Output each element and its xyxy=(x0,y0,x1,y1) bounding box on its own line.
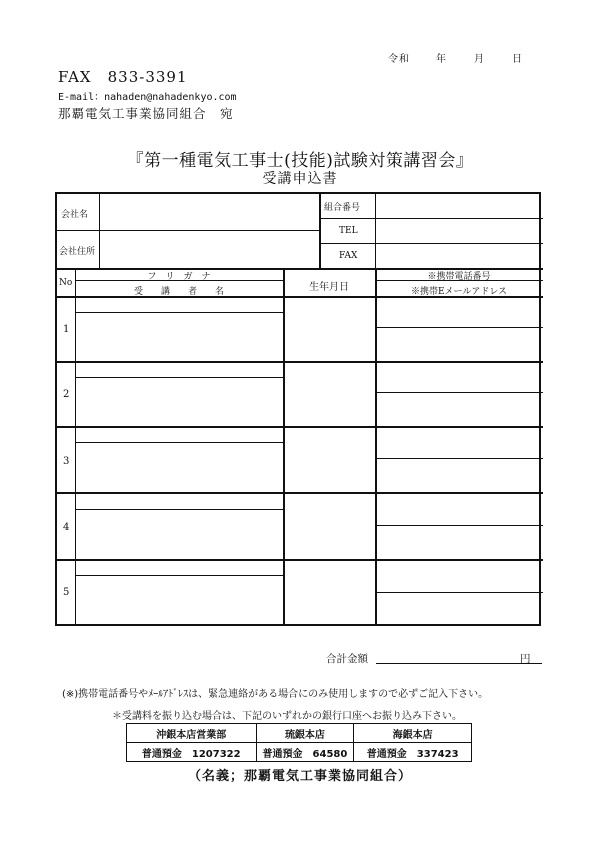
birthdate-field-4[interactable] xyxy=(285,494,373,558)
mobile-email-field-3[interactable] xyxy=(377,460,541,491)
furigana-label: フ リ ガ ナ xyxy=(147,272,211,282)
mobile-phone-field-5[interactable] xyxy=(377,561,541,591)
divider xyxy=(319,194,321,268)
bank-accounts-table xyxy=(126,723,472,762)
fax-field[interactable] xyxy=(377,245,541,267)
attendee-name-field-4[interactable] xyxy=(77,511,281,558)
mobile-email-field-2[interactable] xyxy=(377,394,541,425)
divider xyxy=(375,392,543,393)
company-address-label: 会社住所 xyxy=(59,247,96,257)
payment-note: ＊受講料を振り込む場合は、下記のいずれかの銀行口座へお振り込み下さい。 xyxy=(112,711,462,722)
fax-number: FAX 833-3391 xyxy=(58,68,188,86)
attendee-name-field-1[interactable] xyxy=(77,314,281,360)
divider xyxy=(375,525,543,526)
page-title: 『第一種電気工事士(技能)試験対策講習会』 xyxy=(126,151,474,171)
mobile-email-field-1[interactable] xyxy=(377,329,541,360)
contact-note: (※)携帯電話番号やﾒｰﾙｱﾄﾞﾚｽは、緊急連絡がある場合にのみ使用しますので必ずご記入下さい。 xyxy=(62,689,489,700)
bank-account-row xyxy=(127,743,472,762)
company-address-field[interactable] xyxy=(101,232,317,266)
divider xyxy=(375,194,376,268)
date-line xyxy=(388,50,523,65)
total-amount-label: 合計金額 xyxy=(326,653,368,665)
attendee-name-label: 受 講 者 名 xyxy=(133,287,224,297)
addressee: 那覇電気工事業協同組合 宛 xyxy=(58,106,234,121)
row-number-5: 5 xyxy=(63,587,70,598)
tel-label: TEL xyxy=(339,226,358,236)
attendee-name-field-5[interactable] xyxy=(77,577,281,624)
email-address: E-mail：nahaden@nahadenkyo.com xyxy=(58,92,237,103)
divider xyxy=(75,575,283,576)
union-number-field[interactable] xyxy=(377,196,541,217)
divider xyxy=(375,458,543,459)
birthdate-field-5[interactable] xyxy=(285,561,373,624)
bank-name: 沖銀本店営業部 xyxy=(127,724,257,743)
tel-field[interactable] xyxy=(377,220,541,242)
divider xyxy=(375,592,543,593)
divider xyxy=(319,218,543,219)
bank-account-number: 普通預金 1207322 xyxy=(127,743,257,762)
furigana-field-2[interactable] xyxy=(77,363,281,376)
row-number-3: 3 xyxy=(63,456,70,467)
divider xyxy=(75,442,283,443)
fax-label: FAX xyxy=(339,251,358,261)
date-era: 令和 xyxy=(388,54,410,65)
divider xyxy=(57,230,319,231)
attendee-name-field-3[interactable] xyxy=(77,444,281,491)
birthdate-field-2[interactable] xyxy=(285,363,373,425)
row-number-4: 4 xyxy=(63,522,70,533)
furigana-field-1[interactable] xyxy=(77,298,281,311)
bank-account-number: 普通預金 64580 xyxy=(256,743,354,762)
total-amount-row xyxy=(0,651,600,667)
union-number-label: 組合番号 xyxy=(324,203,361,213)
page-subtitle: 受講申込書 xyxy=(262,171,338,187)
divider xyxy=(75,509,283,510)
date-month: 月 xyxy=(474,54,485,65)
divider xyxy=(75,268,76,626)
divider xyxy=(99,194,100,268)
divider xyxy=(75,312,283,313)
birthdate-label: 生年月日 xyxy=(309,282,349,293)
bank-name-row xyxy=(127,724,472,743)
application-form xyxy=(55,192,541,626)
birthdate-field-3[interactable] xyxy=(285,428,373,491)
attendee-name-field-2[interactable] xyxy=(77,379,281,425)
total-amount-unit: 円 xyxy=(520,653,531,665)
divider xyxy=(375,327,543,328)
divider xyxy=(319,243,543,244)
furigana-field-4[interactable] xyxy=(77,494,281,508)
mobile-phone-field-1[interactable] xyxy=(377,298,541,326)
company-name-label: 会社名 xyxy=(61,210,89,220)
bank-name: 琉銀本店 xyxy=(256,724,354,743)
divider xyxy=(75,377,283,378)
furigana-field-3[interactable] xyxy=(77,428,281,441)
mobile-phone-label: ※携帯電話番号 xyxy=(427,272,491,282)
row-number-2: 2 xyxy=(63,389,70,400)
company-name-field[interactable] xyxy=(101,196,317,228)
date-year: 年 xyxy=(436,54,447,65)
row-number-1: 1 xyxy=(63,324,70,335)
total-amount-field[interactable] xyxy=(376,663,542,664)
account-holder: （名義；那覇電気工事業協同組合） xyxy=(187,769,412,784)
furigana-field-5[interactable] xyxy=(77,561,281,574)
no-label: No xyxy=(59,278,73,288)
mobile-email-field-5[interactable] xyxy=(377,594,541,624)
mobile-phone-field-4[interactable] xyxy=(377,494,541,524)
bank-account-number: 普通預金 337423 xyxy=(354,743,472,762)
mobile-phone-field-3[interactable] xyxy=(377,428,541,457)
birthdate-field-1[interactable] xyxy=(285,298,373,360)
mobile-phone-field-2[interactable] xyxy=(377,363,541,391)
mobile-email-label: ※携帯Eメールアドレス xyxy=(410,287,508,297)
bank-name: 海銀本店 xyxy=(354,724,472,743)
date-day: 日 xyxy=(512,54,523,65)
mobile-email-field-4[interactable] xyxy=(377,527,541,558)
